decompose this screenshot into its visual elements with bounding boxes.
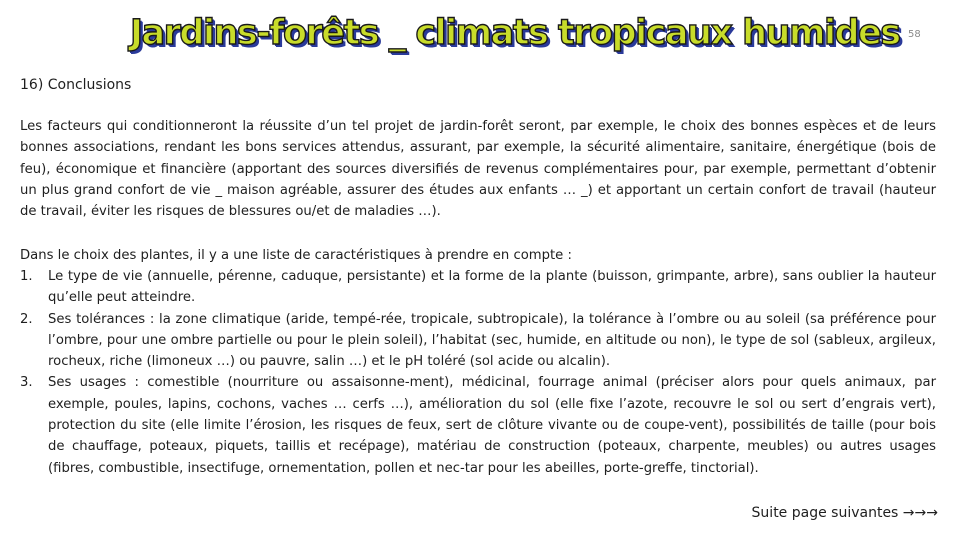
list-item-text: Ses usages : comestible (nourriture ou assaisonne-ment), médicinal, fourrage animal (préciser alors pour quels animaux, par exemple, poules, lapins, cochons, vaches … cerfs …), amélioration du sol (elle fixe l’azote, recouvre le sol ou sert d’engrais vert), protection du site (elle limite l’érosion, les risques de feux, sert de clôture vivante ou de coupe-vent), possibilités de taille (pour bois de chauffage, poteaux, piquets, taillis et recépage), matériau de construction (poteaux, charpente, meubles) ou autres usages (fibres, combustible, insectifuge, ornementation, pollen et nec-tar pour les abeilles, porte-greffe, tinctorial). (48, 375, 936, 476)
list-item-number: 1. (20, 269, 33, 284)
list-intro: Dans le choix des plantes, il y a une liste de caractéristiques à prendre en compte : (20, 248, 572, 263)
next-page-link[interactable]: Suite page suivantes →→→ (751, 505, 938, 521)
list-item-text: Le type de vie (annuelle, pérenne, caduque, persistante) et la forme de la plante (buisson, grimpante, arbre), sans oublier la hauteur qu’elle peut atteindre. (48, 269, 936, 306)
section-heading: 16) Conclusions (20, 77, 132, 93)
intro-paragraph: Les facteurs qui conditionneront la réussite d’un tel projet de jardin-forêt seront, par exemple, le choix des bonnes espèces et de leurs bonnes associations, rendant les bons services attendus, assurant, par exemple, la sécurité alimentaire, sanitaire, énergétique (bois de feu), économique et financière (apportant des sources diversifiés de revenus complémentaires pour, par exemple, permettant d’obtenir un plus grand confort de vie _ maison agréable, assurer des études aux enfants … _) et apportant un certain confort de travail (hauteur de travail, éviter les risques de blessures ou/et de maladies …). (20, 119, 936, 220)
list-item (20, 266, 936, 309)
criteria-list (20, 266, 936, 479)
slide-title: Jardins-forêts _ climats tropicaux humides (130, 13, 900, 53)
list-item-text: Ses tolérances : la zone climatique (aride, tempé-rée, tropicale, subtropicale), la tolérance à l’ombre ou au soleil (sa préférence pour l’ombre, pour une ombre partielle ou pour le plein soleil), l’habitat (sec, humide, en altitude ou non), le type de sol (sableux, argileux, rocheux, riche (limoneux …) ou pauvre, salin …) et le pH toléré (sol acide ou alcalin). (48, 311, 936, 370)
list-item-number: 3. (20, 375, 33, 391)
list-item (20, 372, 936, 478)
page-number: 58 (908, 29, 921, 40)
list-item-number: 2. (20, 311, 33, 327)
list-item (20, 309, 936, 373)
